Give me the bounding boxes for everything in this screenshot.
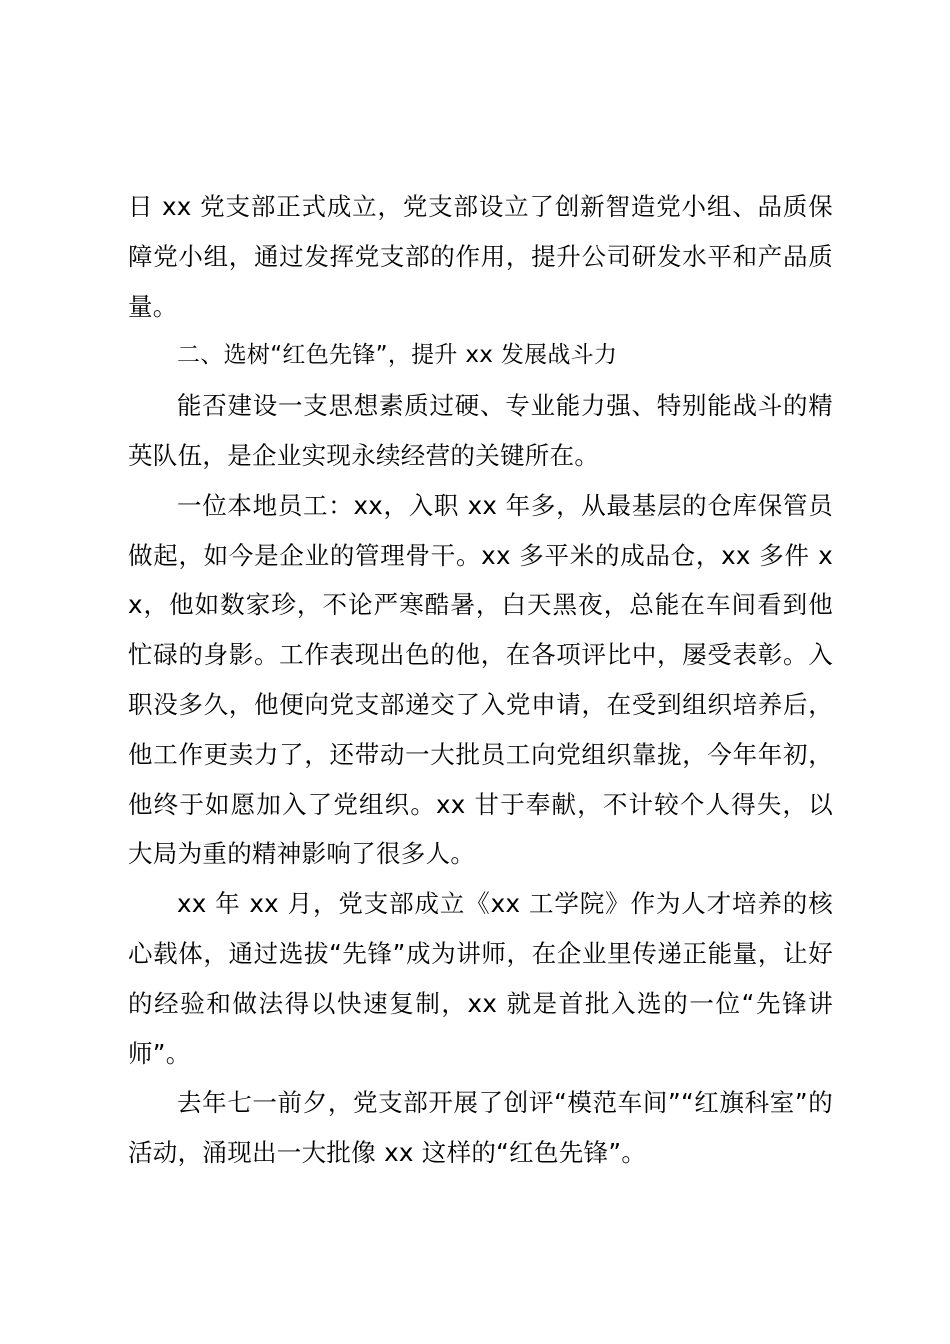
paragraph-employee-story: 一位本地员工：xx，入职 xx 年多，从最基层的仓库保管员做起，如今是企业的管理骨干。xx 多平米的成品仓，xx 多件 xx，他如数家珍，不论严寒酷暑，白天黑夜，总能在车间看到他忙碌的身影。工作表现出色的他，在各项评比中，屡受表彰。入职没多久，他便向党支部递交了入党申请，在受到组织培养后，他工作更卖力了，还带动一大批员工向党组织靠拢，今年年初，他终于如愿加入了党组织。xx 甘于奉献，不计较个人得失，以大局为重的精神影响了很多人。: [128, 490, 833, 869]
paragraph-continuation: 日 xx 党支部正式成立，党支部设立了创新智造党小组、品质保障党小组，通过发挥党支部的作用，提升公司研发水平和产品质量。: [128, 192, 833, 321]
paragraph-activity: 去年七一前夕，党支部开展了创评“模范车间”“红旗科室”的活动，涌现出一大批像 xx 这样的“红色先锋”。: [128, 1088, 833, 1168]
document-body: [128, 182, 833, 1178]
paragraph-intro: 能否建设一支思想素质过硬、专业能力强、特别能战斗的精英队伍，是企业实现永续经营的关键所在。: [128, 391, 833, 470]
section-heading: 二、选树“红色先锋”，提升 xx 发展战斗力: [177, 342, 618, 369]
paragraph-academy: xx 年 xx 月，党支部成立《xx 工学院》作为人才培养的核心载体，通过选拔“先锋”成为讲师，在企业里传递正能量，让好的经验和做法得以快速复制，xx 就是首批入选的一位“先锋讲师”。: [128, 889, 833, 1068]
